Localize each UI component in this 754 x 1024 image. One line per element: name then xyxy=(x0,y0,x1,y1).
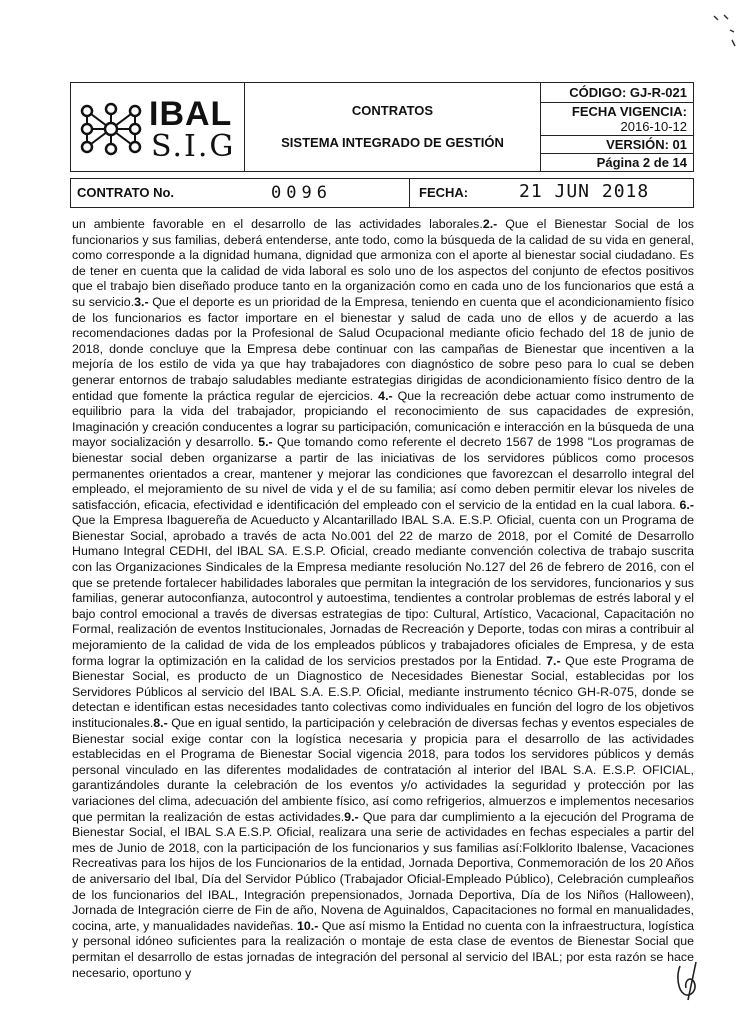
clause-number: 2.- xyxy=(482,217,498,231)
contract-number-value: 0096 xyxy=(271,183,332,203)
date-label: FECHA: xyxy=(419,185,469,200)
meta-divider xyxy=(541,135,693,136)
logo-text-sig: S.I.G xyxy=(151,129,236,164)
paragraph-text: Que así mismo la Entidad no cuenta con la infraestructura, logística y personal idóneo suficientes para la realización o montaje de esta clase de eventos de Bienestar Social que permitan el desarrollo de estas jornadas de integración del personal al servicio del IBAL; por esta razón se hace necesario, oportuno y xyxy=(72,918,694,980)
clause-number: 9.- xyxy=(344,809,359,824)
paragraph-text: Que este Programa de Bienestar Social, es producto de un Diagnostico de Necesidades Bienestar Social, establecidas por los Servidores Públicos al servicio del IBAL S.A. E.S.P. Oficial, mediante instrumento técnico GH-R-075, donde se detectan e identifican estas necesidades tanto colectivas como individuales en función del logro de los objetivos institucionales. xyxy=(72,653,694,730)
system-title: SISTEMA INTEGRADO DE GESTIÓN xyxy=(281,135,504,150)
corner-mark-icon xyxy=(708,12,738,52)
contract-body-text xyxy=(72,217,694,981)
meta-divider xyxy=(541,153,693,154)
effective-date-value: 2016-10-12 xyxy=(620,119,687,134)
clause-number: 3.- xyxy=(134,294,149,309)
page-number: Página 2 de 14 xyxy=(596,155,687,170)
paragraph-text: Que tomando como referente el decreto 1567 de 1998 "Los programas de bienestar social deben organizarse a partir de las iniciativas de los servidores públicos como procesos permanentes orientados a crear, mantener y mejorar las condiciones que favorezcan el desarrollo integral del empleado, el mejoramiento de su nivel de vida y el de su familia; así como deben permitir elevar los niveles de satisfacción, eficacia, efectividad e identificación del empleado con el servicio de la entidad en la cual labora. xyxy=(72,435,694,512)
meta-divider xyxy=(541,102,693,103)
clause-number: 7.- xyxy=(546,653,561,668)
clause-number: 5.- xyxy=(258,435,273,450)
date-stamp-value: 21 JUN 2018 xyxy=(519,181,650,202)
paragraph-text: Que en igual sentido, la participación y celebración de diversas fechas y eventos especiales de Bienestar social exige contar con la logística necesaria y propicia para el desarrollo de las actividades establecidas en el Programa de Bienestar Social vigencia 2018, para todos los servidores públicos y demás personal vinculado en las diferentes modalidades de contratación al interior del IBAL S.A. E.S.P. OFICIAL, garantizándoles durante la celebración de los eventos y/o actividades la seguridad y protección por las variaciones del clima, adecuación del ambiente físico, así como refrigerios, almuerzos e implementos necesarios que permitan la realización de estas actividades. xyxy=(72,716,694,824)
paragraph-text: Que la recreación debe actuar como instrumento de equilibrio para la vida del trabajador, propiciando el reconocimiento de sus capacidades de expresión, Imaginación y creación conducentes a lograr su participación, comunicación e interacción en la búsqueda de una mayor socialización y desarrollo. xyxy=(72,388,694,450)
document-title: CONTRATOS xyxy=(351,103,434,118)
paragraph-text: Que la Empresa Ibaguereña de Acueducto y Alcantarillado IBAL S.A. E.S.P. Oficial, cuenta con un Programa de Bienestar Social, aprobado a través de acta No.001 del 22 de marzo de 2018, por el Comité de Desarrollo Humano Integral CEDHI, del IBAL SA. E.S.P. Oficial, creado mediante convención colectiva de trabajo suscrita con las Organizaciones Sindicales de la Empresa mediante resolución No.127 del 26 de febrero de 2016, con el que se pretende fortalecer habilidades laborales que permitan la integración de los servidores, funcionarios y sus familias, generar autoconfianza, autocontrol y autoestima, tendientes a controlar problemas de estrés laboral y el bajo control emocional a través de diversas estrategias de tipo: Cultural, Artístico, Vacacional, Capacitación no Formal, realización de eventos Institucionales, Jornadas de Recreación y Deporte, todas con miras a contribuir al mejoramiento de la calidad de vida de los empleados públicos y trabajadores oficiales de Empresa, y de esta forma lograr la optimización en la calidad de los servicios prestados por la Entidad. xyxy=(72,513,694,668)
clause-number: 8.- xyxy=(153,716,168,730)
paragraph-text: un ambiente favorable en el desarrollo de las actividades laborales. xyxy=(72,217,483,231)
contract-row-divider xyxy=(409,179,410,207)
ibal-network-logo-icon xyxy=(79,101,143,157)
clause-number: 4.- xyxy=(378,388,393,403)
version-label: VERSIÓN: 01 xyxy=(606,137,687,152)
paragraph-text: Que el Bienestar Social de los funcionarios y sus familias, deberá entenderse, ante todo, como la búsqueda de la calidad de su vida en general, como corresponde a la dignidad humana, dignidad que armoniza con el aporte al bienestar social ciudadano. Es de tener en cuenta que la calidad de vida laboral es solo uno de los aspectos del conjunto de efectos positivos que el trabajo bien diseñado produce tanto en la organización como en cada uno de los funcionarios que está a su servicio. xyxy=(72,217,694,309)
paragraph-text: Que para dar cumplimiento a la ejecución del Programa de Bienestar Social, el IBAL S.A E.S.P. Oficial, realizara una serie de actividades en fechas especiales a partir del mes de Junio de 2018, con la participación de los funcionarios y sus familias así:Folklorito Ibalense, Vacaciones Recreativas para los hijos de los Funcionarios de la entidad, Jornada Deportiva, Conmemoración de los 20 Años de aniversario del Ibal, Día del Servidor Público (Trabajador Oficial-Empleado Público), Celebración cumpleaños de los funcionarios del IBAL, Integración prepensionados, Jornada Deportiva, Día de los Niños (Halloween), Jornada de Integración cierre de Fin de año, Novena de Aguinaldos, Capacitaciones no formal en manualidades, cocina, arte, y manualidades navideñas. xyxy=(72,809,694,933)
contract-number-label: CONTRATO No. xyxy=(77,185,175,200)
document-header xyxy=(70,82,694,172)
clause-number: 6.- xyxy=(679,497,694,512)
logo-cell xyxy=(71,83,245,171)
code-label: CÓDIGO: GJ-R-021 xyxy=(569,85,687,100)
meta-cell xyxy=(541,83,693,171)
title-cell xyxy=(245,83,541,171)
paragraph-text: Que el deporte es un prioridad de la Empresa, teniendo en cuenta que el acondicionamiento físico de los funcionarios es factor importare en el bienestar y salud de cada uno de ellos y de acuerdo a las recomendaciones dadas por la Profesional de Salud Ocupacional mediante oficio fechado del 18 de junio de 2018, donde concluye que la Empresa debe continuar con las campañas de Bienestar que incentiven a la mejoría de los estilo de vida ya que hay trabajadores con diagnóstico de sobre peso para lo cual se deben generar entornos de trabajo saludables mediante estrategias dirigidas de acondicionamiento físico dentro de la entidad que fomente la práctica regular de ejercicios. xyxy=(72,294,694,403)
contract-info-row xyxy=(70,178,694,208)
clause-number: 10.- xyxy=(296,918,319,933)
handwritten-initial-icon xyxy=(670,960,710,1004)
effective-date-label: FECHA VIGENCIA: xyxy=(571,104,687,119)
logo-text-ibal: IBAL xyxy=(149,95,233,133)
